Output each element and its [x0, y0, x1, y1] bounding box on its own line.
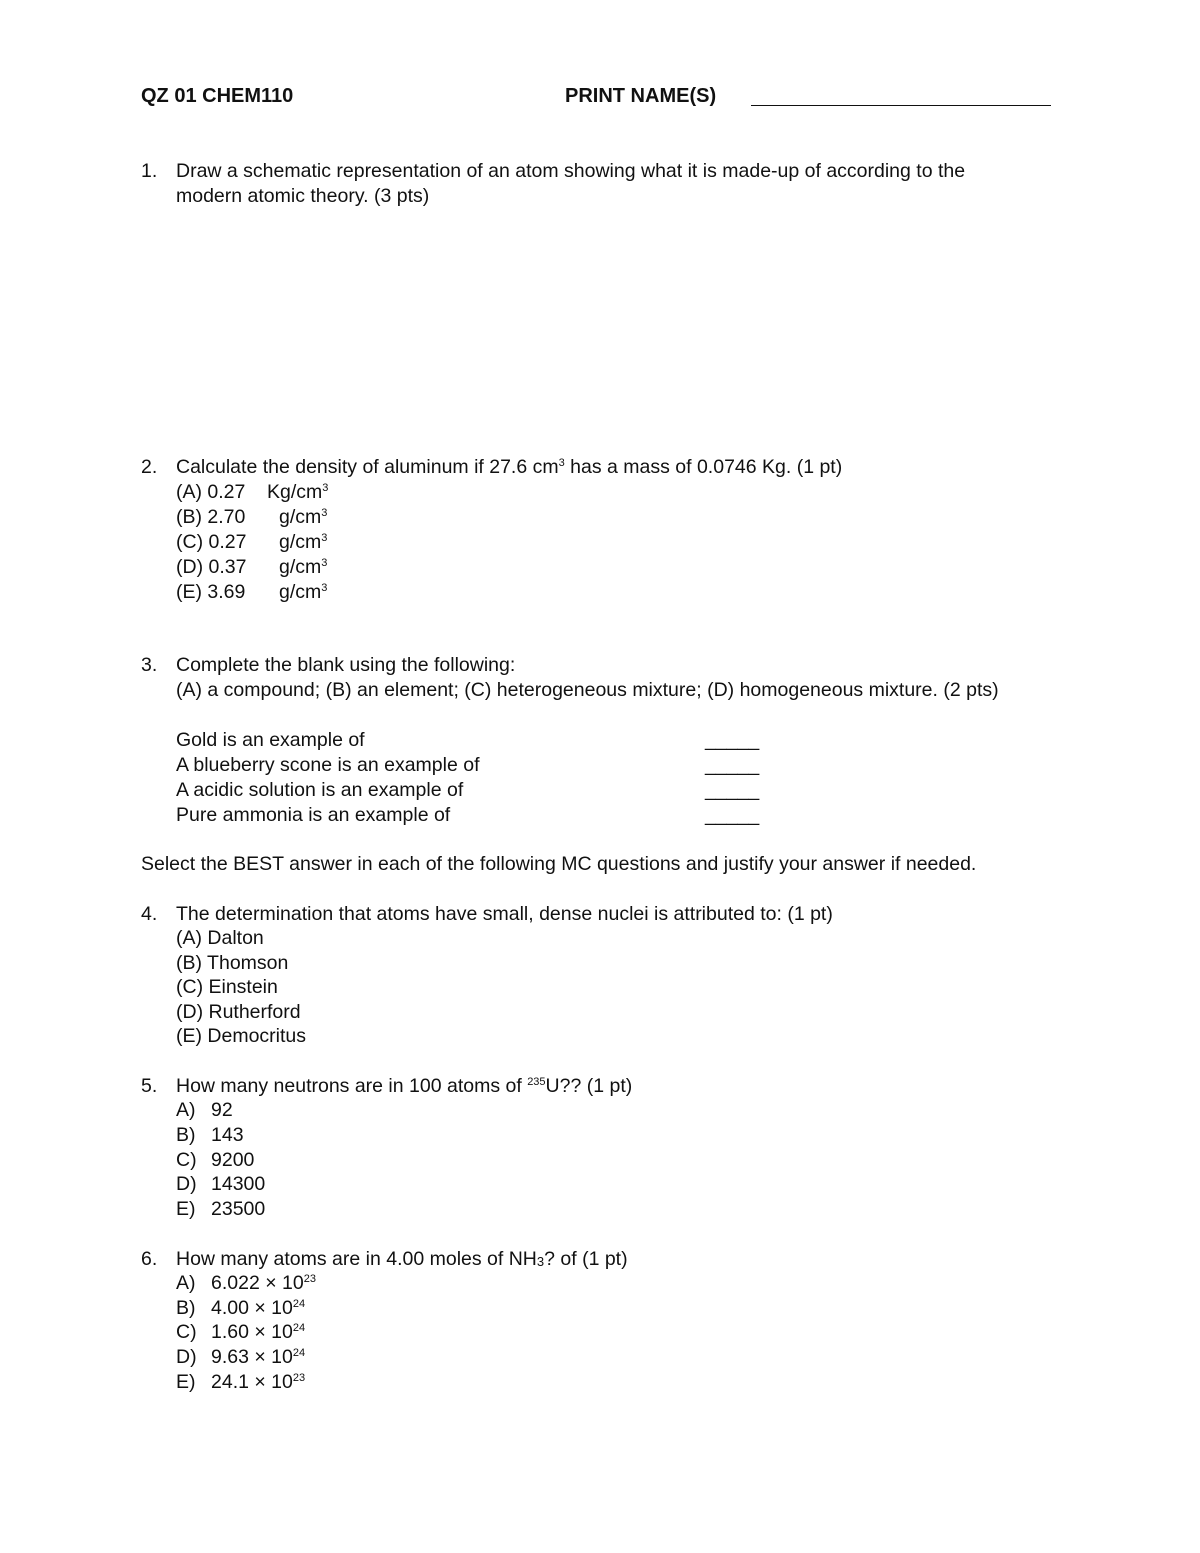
q2-number: 2.	[141, 456, 158, 478]
q4-option-e[interactable]: (E) Democritus	[176, 1025, 307, 1047]
q6-option-e[interactable]: E)	[176, 1371, 196, 1393]
q6-option-d-value: $9.63 \times 10^{24}$	[211, 1346, 306, 1368]
q5-option-c-value: 9200	[211, 1149, 255, 1171]
q1-number: 1.	[141, 160, 158, 182]
q3-blank-3[interactable]: _____	[705, 779, 760, 801]
q5-number: 5.	[141, 1075, 158, 1097]
q2-option-e-unit: $g/cm^3$	[279, 581, 328, 603]
q6-number: 6.	[141, 1248, 158, 1270]
q3-blank-1[interactable]: _____	[705, 729, 760, 751]
q2-option-b[interactable]: (B) 2.70	[176, 506, 246, 528]
quiz-title: QZ 01 CHEM110	[141, 85, 294, 107]
q2-option-d[interactable]: (D) 0.37	[176, 556, 247, 578]
q3-blank-4[interactable]: _____	[705, 804, 760, 826]
q2-option-a[interactable]: (A) 0.27	[176, 481, 246, 503]
mc-instructions: Select the BEST answer in each of the following MC questions and justify your answer if needed.	[141, 853, 977, 875]
q5-option-e[interactable]: E)	[176, 1198, 196, 1220]
q6-option-c-value: $1.60 \times 10^{24}$	[211, 1321, 306, 1343]
q2-option-e[interactable]: (E) 3.69	[176, 581, 246, 603]
q3-prompt: Complete the blank using the following:	[176, 654, 516, 676]
q1-text-line2: modern atomic theory. (3 pts)	[176, 185, 430, 207]
q3-item-3: A acidic solution is an example of	[176, 779, 464, 801]
q3-number: 3.	[141, 654, 158, 676]
q5-option-d-value: 14300	[211, 1173, 266, 1195]
q4-option-a[interactable]: (A) Dalton	[176, 927, 264, 949]
q5-option-a[interactable]: A)	[176, 1099, 196, 1121]
q6-prompt: How many atoms are in 4.00 moles of $NH_3$? of (1 pt)	[176, 1248, 628, 1270]
q3-item-4: Pure ammonia is an example of	[176, 804, 451, 826]
q4-option-d[interactable]: (D) Rutherford	[176, 1001, 301, 1023]
q2-option-b-unit: $g/cm^3$	[279, 506, 328, 528]
q3-choices: (A) a compound; (B) an element; (C) heterogeneous mixture; (D) homogeneous mixture. (2 pts)	[176, 679, 999, 701]
q4-option-b[interactable]: (B) Thomson	[176, 952, 289, 974]
q5-option-b-value: 143	[211, 1124, 244, 1146]
q6-option-c[interactable]: C)	[176, 1321, 197, 1343]
q5-prompt: How many neutrons are in 100 atoms of $^{235}$U?? (1 pt)	[176, 1075, 633, 1097]
q6-option-b-value: $4.00 \times 10^{24}$	[211, 1297, 306, 1319]
q2-prompt: Calculate the density of aluminum if 27.6 $cm^3$ has a mass of 0.0746 Kg. (1 pt)	[176, 456, 843, 478]
q3-blank-2[interactable]: _____	[705, 754, 760, 776]
q5-option-a-value: 92	[211, 1099, 233, 1121]
q6-option-a-value: $6.022 \times 10^{23}$	[211, 1272, 316, 1294]
q2-option-c[interactable]: (C) 0.27	[176, 531, 247, 553]
q3-item-1: Gold is an example of	[176, 729, 365, 751]
q4-option-c[interactable]: (C) Einstein	[176, 976, 278, 998]
q4-number: 4.	[141, 903, 158, 925]
q6-option-a[interactable]: A)	[176, 1272, 196, 1294]
q2-option-c-unit: $g/cm^3$	[279, 531, 328, 553]
print-name-field[interactable]	[751, 105, 1051, 106]
q4-prompt: The determination that atoms have small, dense nuclei is attributed to: (1 pt)	[176, 903, 833, 925]
q6-option-b[interactable]: B)	[176, 1297, 196, 1319]
q5-option-c[interactable]: C)	[176, 1149, 197, 1171]
q6-option-e-value: $24.1 \times 10^{23}$	[211, 1371, 306, 1393]
q3-item-2: A blueberry scone is an example of	[176, 754, 480, 776]
q1-drawing-area[interactable]	[176, 215, 1056, 445]
q5-option-e-value: 23500	[211, 1198, 266, 1220]
q6-option-d[interactable]: D)	[176, 1346, 197, 1368]
print-name-label: PRINT NAME(S)	[565, 85, 717, 107]
q5-option-d[interactable]: D)	[176, 1173, 197, 1195]
q2-option-d-unit: $g/cm^3$	[279, 556, 328, 578]
q1-text-line1: Draw a schematic representation of an atom showing what it is made-up of according to the	[176, 160, 966, 182]
q5-option-b[interactable]: B)	[176, 1124, 196, 1146]
q2-option-a-unit: $Kg/cm^3$	[267, 481, 329, 503]
